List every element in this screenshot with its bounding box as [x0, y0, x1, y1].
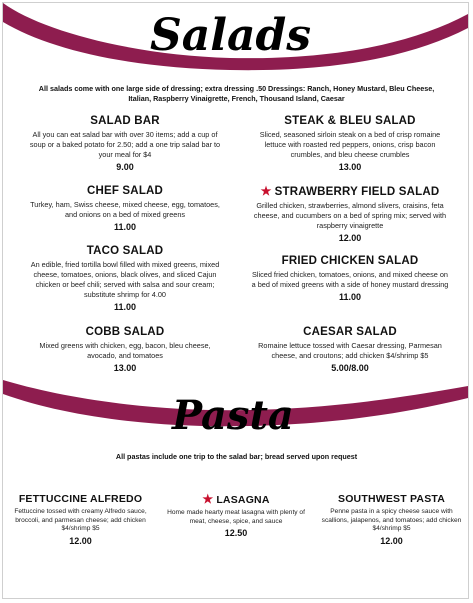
item-description: An edible, fried tortilla bowl filled with mixed greens, mixed cheese, tomatoes, onions, black olives, and sliced Cajun chicken or beef chili; served with salsa and sour cream; substitute shrimp for 4.00 [30, 260, 220, 299]
item-price: 11.00 [113, 222, 137, 232]
star-icon: ★ [202, 492, 214, 506]
menu-item-caesar-salad [250, 325, 450, 374]
salads-dressing-note: All salads come with one large side of dressing; extra dressing .50 Dressings: Ranch, Honey Mustard, Bleu Cheese, Italian, Raspberry Vinaigrette, French, Thousand Island, Caesar [38, 84, 435, 103]
menu-item-chef-salad [25, 184, 225, 233]
item-description: Sliced fried chicken, tomatoes, onions, and mixed cheese on a bed of mixed greens with a side of honey mustard dressing [251, 270, 449, 289]
item-name: COBB SALAD [85, 326, 165, 338]
item-price: 13.00 [113, 363, 137, 373]
item-name: STEAK & BLEU SALAD [284, 115, 416, 127]
item-description: Penne pasta in a spicy cheese sauce with scallions, jalapenos, and tomatoes; add chicken $4/shrimp $5 [321, 508, 462, 533]
item-price: 5.00/8.00 [331, 363, 369, 373]
item-name: FETTUCCINE ALFREDO [18, 493, 143, 505]
menu-item-salad-bar [25, 114, 225, 173]
menu-item-strawberry-field-salad [250, 184, 450, 244]
item-name: CHEF SALAD [86, 185, 164, 197]
item-name-row [250, 184, 450, 199]
item-name: TACO SALAD [86, 245, 164, 257]
item-name: LASAGNA [216, 494, 270, 506]
item-description: Fettuccine tossed with creamy Alfredo sauce, broccoli, and parmesan cheese; add chicken $4/shrimp $5 [14, 508, 147, 533]
item-description: Grilled chicken, strawberries, almond slivers, craisins, feta cheese, and cucumbers on a bed of spring mix; served with raspberry vinaigrette [253, 201, 447, 230]
item-price: 12.00 [69, 535, 92, 546]
item-name: STRAWBERRY FIELD SALAD [274, 186, 440, 198]
item-price: 12.50 [224, 528, 248, 539]
star-icon: ★ [260, 184, 272, 198]
pasta-heading: Pasta [172, 392, 294, 439]
menu-item-taco-salad [25, 244, 225, 313]
item-description: Romaine lettuce tossed with Caesar dressing, Parmesan cheese, and croutons; add chicken $4/shrimp $5 [258, 341, 442, 360]
item-name-row [162, 492, 310, 507]
item-name: CAESAR SALAD [303, 326, 397, 338]
item-price: 12.00 [380, 535, 403, 546]
item-description: Mixed greens with chicken, egg, bacon, bleu cheese, avocado, and tomatoes [39, 341, 211, 360]
menu-item-cobb-salad [25, 325, 225, 374]
menu-item-steak-bleu-salad [250, 114, 450, 173]
item-price: 12.00 [338, 233, 362, 243]
item-description: Home made hearty meat lasagna with plenty of meat, cheese, spice, and sauce [167, 509, 305, 525]
item-name: SOUTHWEST PASTA [337, 493, 446, 505]
item-name: SALAD BAR [90, 115, 160, 127]
menu-item-southwest-pasta [318, 492, 465, 547]
item-description: All you can eat salad bar with over 30 items; add a cup of soup or a baked potato for 2.50; add a one trip salad bar to your meal for $4 [29, 130, 221, 159]
item-description: Sliced, seasoned sirloin steak on a bed of crisp romaine lettuce with roasted red peppers, onions, crisp bacon crumbles, and bleu cheese crumbles [259, 130, 441, 159]
item-price: 13.00 [338, 162, 362, 172]
item-name: FRIED CHICKEN SALAD [281, 255, 419, 267]
salads-heading: Salads [150, 10, 312, 61]
item-description: Turkey, ham, Swiss cheese, mixed cheese, egg, tomatoes, and onions on a bed of mixed greens [30, 200, 220, 219]
item-price: 11.00 [338, 292, 362, 302]
menu-item-fettuccine-alfredo [8, 492, 153, 547]
menu-item-fried-chicken-salad [250, 254, 450, 303]
item-price: 9.00 [116, 162, 134, 172]
pasta-note: All pastas include one trip to the salad bar; bread served upon request [115, 452, 358, 461]
menu-item-lasagna [162, 492, 310, 539]
item-price: 11.00 [113, 302, 137, 312]
